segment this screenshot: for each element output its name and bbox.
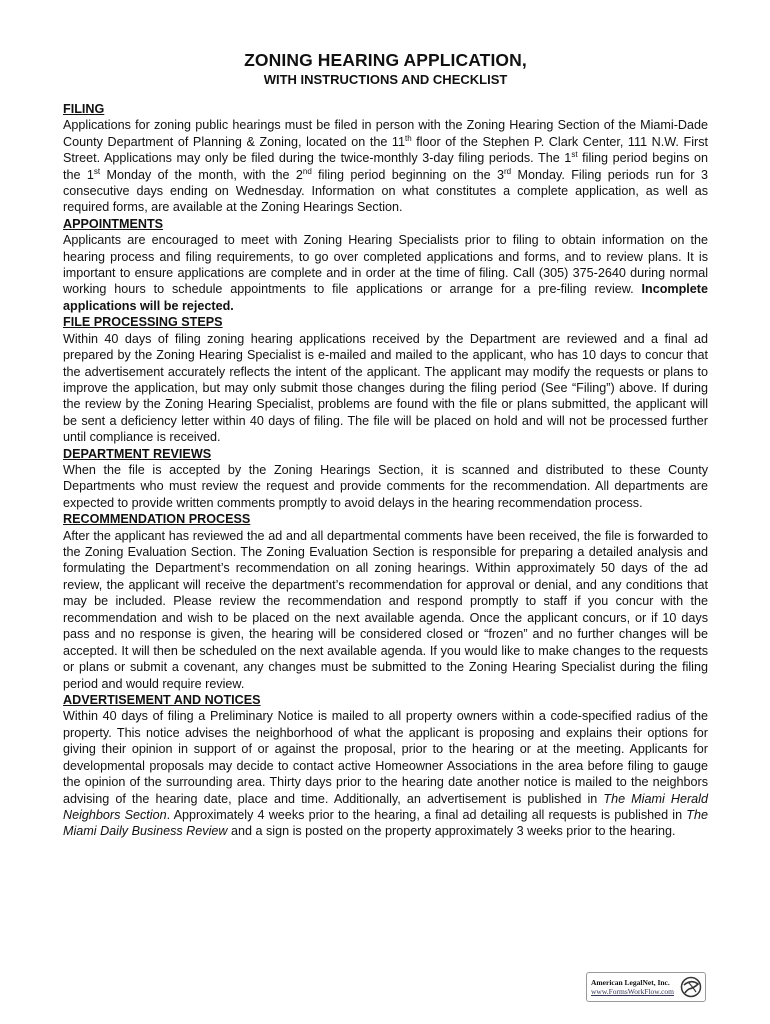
section-body-recommendation: After the applicant has reviewed the ad and all departmental comments have been received, the file is forwarded to the Zoning Evaluation Section. The Zoning Evaluation Section is responsible for preparing a detailed analysis and formulating the Department’s recommendation on all zoning hearings. Within approximately 50 days of the ad review, the applicant will receive the department’s recommendation for approval or denial, and any conditions that may be included. Please review the recommendation and respond promptly to staff if you concur with the recommendation and wish to be placed on the next available agenda. Once the applicant concurs, or if 10 days pass and no response is given, the hearing will be considered closed or “frozen” and no further changes will be accepted. It will then be scheduled on the next available agenda. If you would like to make changes to the requests or plans or submit a covenant, any changes must be submitted to the Zoning Hearing Specialist during the filing period and would require review. bbox=[63, 528, 708, 691]
section-body-department-reviews: When the file is accepted by the Zoning Hearings Section, it is scanned and distributed to these County Departments who must review the request and provide comments for the recommendation. All departments are expected to provide written comments promptly to avoid delays in the hearing recommendation process. bbox=[63, 462, 708, 510]
section-heading-advertisement: ADVERTISEMENT AND NOTICES bbox=[63, 693, 261, 708]
document-subtitle: WITH INSTRUCTIONS AND CHECKLIST bbox=[263, 72, 508, 87]
section-heading-recommendation: RECOMMENDATION PROCESS bbox=[63, 512, 251, 527]
document-title: ZONING HEARING APPLICATION, bbox=[244, 50, 527, 70]
section-body-advertisement: Within 40 days of filing a Preliminary Notice is mailed to all property owners within a code-specified radius of the property. This notice advises the neighborhood of what the applicant is proposing and explains their options for giving their opinion in support of or against the proposal, prior to the hearing or at the meeting. Applicants for developmental proposals may decide to contact active Homeowner Associations in the area before filing to gauge the opinion of the surrounding area. Thirty days prior to the hearing date another notice is mailed to the neighbors advising of the hearing date, place and time. Additionally, an advertisement is published in The Miami Herald Neighbors Section. Approximately 4 weeks prior to the hearing, a final ad detailing all requests is published in The Miami Daily Business Review and a sign is posted on the property approximately 3 weeks prior to the hearing. bbox=[63, 709, 708, 839]
rejection-notice: Incomplete applications will be rejected. bbox=[63, 282, 708, 313]
section-heading-department-reviews: DEPARTMENT REVIEWS bbox=[63, 446, 212, 461]
footer-logo bbox=[586, 972, 706, 1002]
section-heading-appointments: APPOINTMENTS bbox=[63, 216, 164, 231]
globe-icon bbox=[680, 976, 702, 998]
footer-company: American LegalNet, Inc. bbox=[591, 978, 670, 987]
section-body-file-processing: Within 40 days of filing zoning hearing applications received by the Department are reviewed and a final ad prepared by the Zoning Hearing Specialist is e-mailed and mailed to the applicant, who has 10 days to concur that the advertisement accurately reflects the intent of the applicant. The applicant may modify the requests or plans to improve the application, but may only submit those changes during the filing period (See “Filing”) above. If during the review by the Zoning Hearing Specialist, problems are found with the file or plans submitted, the applicant will be sent a deficiency letter within 40 days of filing. The file will be placed on hold and will not be processed further until compliance is received. bbox=[63, 331, 708, 445]
section-body-appointments: Applicants are encouraged to meet with Zoning Hearing Specialists prior to filing to obtain information on the hearing process and filing requirements, to go over completed applications and forms, and to review plans. It is important to ensure applications are complete and in order at the time of filing. Call (305) 375-2640 during normal working hours to schedule appointments to file applications or arrange for a pre-filing review. Incomplete applications will be rejected. bbox=[63, 233, 708, 313]
footer-url[interactable]: www.FormsWorkFlow.com bbox=[591, 987, 675, 996]
document-page bbox=[63, 50, 708, 840]
section-heading-filing: FILING bbox=[63, 102, 105, 116]
section-heading-file-processing: FILE PROCESSING STEPS bbox=[63, 315, 223, 330]
section-body-filing: Applications for zoning public hearings must be filed in person with the Zoning Hearing Section of the Miami-Dade County Department of Planning & Zoning, located on the 11th floor of the Stephen P. Clark Center, 111 N.W. First Street. Applications may only be filed during the twice-monthly 3-day filing periods. The 1st filing period begins on the 1st Monday of the month, with the 2nd filing period beginning on the 3rd Monday. Filing periods run for 3 consecutive days ending on Wednesday. Information on what constitutes a complete application, as well as required forms, are available at the Zoning Hearings Section. bbox=[63, 118, 708, 215]
footer-text bbox=[591, 978, 674, 996]
